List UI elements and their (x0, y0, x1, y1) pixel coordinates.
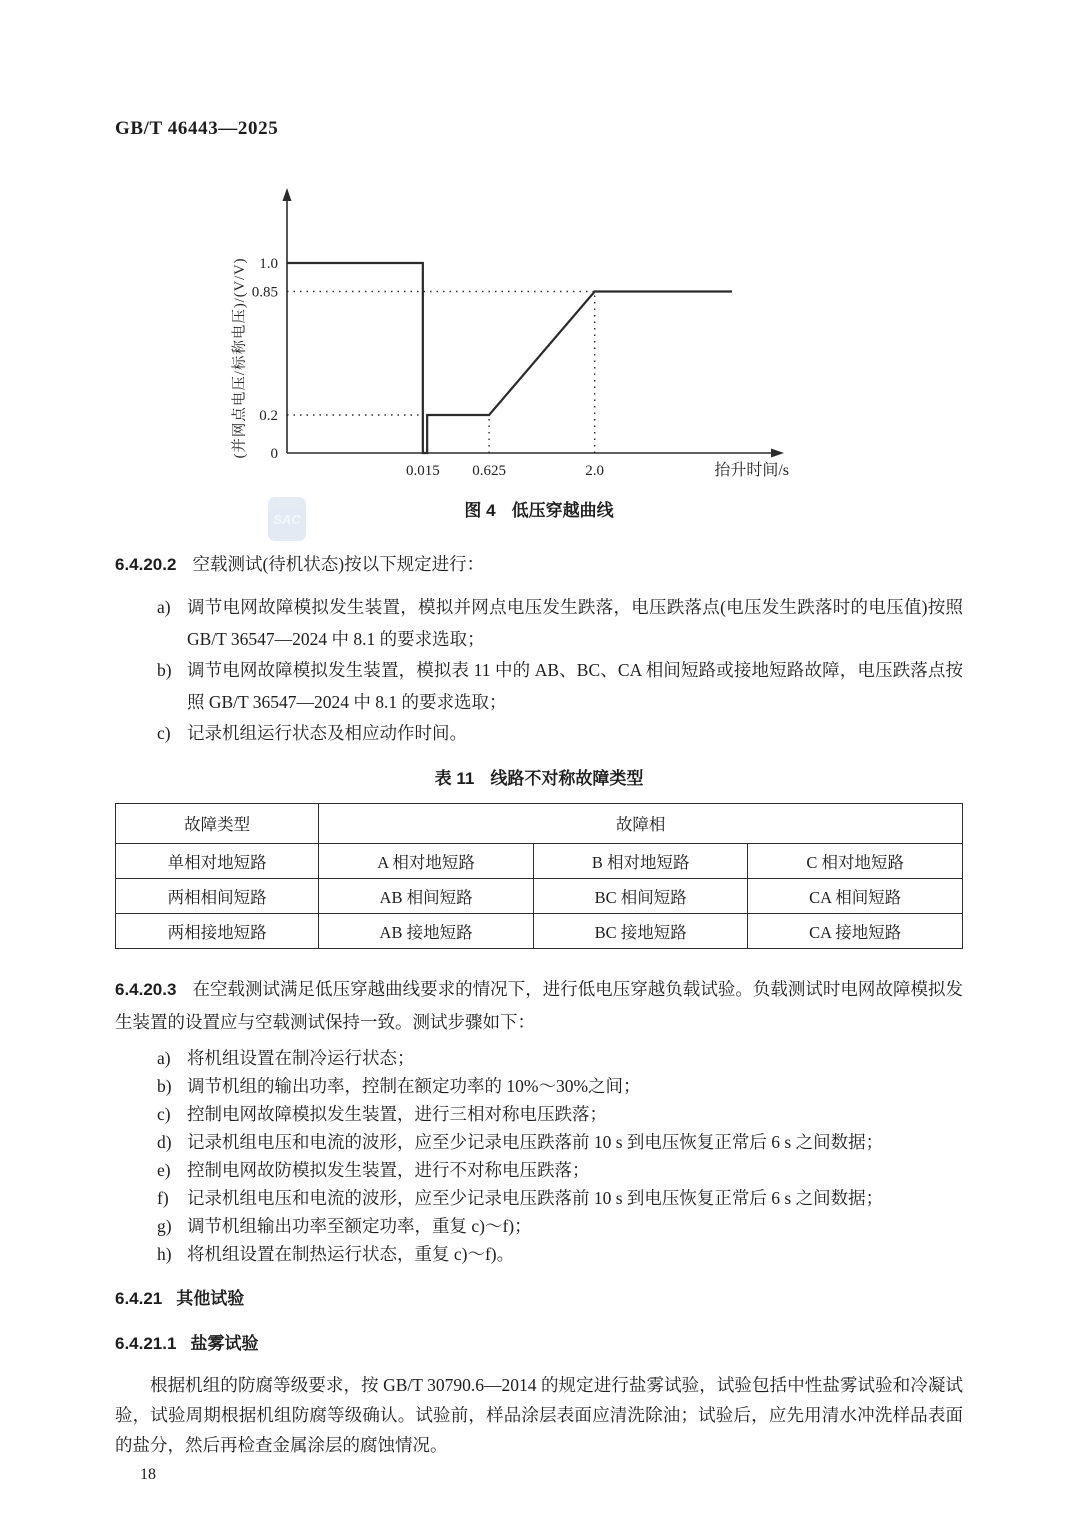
list-item-text: 调节电网故障模拟发生装置，模拟并网点电压发生跌落，电压跌落点(电压发生跌落时的电压值)按照 GB/T 36547—2024 中 8.1 的要求选取； (187, 597, 963, 649)
list-item-label: e) (157, 1159, 171, 1180)
table-cell: 两相接地短路 (116, 913, 319, 948)
list-item (115, 718, 963, 750)
list-item-label: d) (157, 1131, 172, 1152)
table-cell: B 相对地短路 (533, 843, 748, 878)
clause-number: 6.4.20.2 (115, 555, 177, 574)
y-axis-arrow (283, 188, 292, 201)
y-axis-label: (并网点电压/标称电压)/(V/V) (232, 257, 248, 459)
table-cell: 两相相间短路 (116, 878, 319, 913)
list-item-text: 记录机组电压和电流的波形，应至少记录电压跌落前 10 s 到电压恢复正常后 6 s 之间数据； (187, 1131, 884, 1152)
list-item-text: 记录机组电压和电流的波形，应至少记录电压跌落前 10 s 到电压恢复正常后 6 s 之间数据； (187, 1187, 884, 1208)
table-cell: A 相对地短路 (319, 843, 534, 878)
lvrt-chart-svg (227, 183, 812, 483)
table-row (116, 913, 963, 948)
table-number: 表 11 (434, 768, 475, 788)
heading-title: 其他试验 (176, 1288, 245, 1308)
list-item (115, 1184, 963, 1212)
heading-6-4-21-1 (115, 1329, 963, 1354)
list-item (115, 655, 963, 718)
list-item (115, 592, 963, 655)
list-item-text: 控制电网故障模拟发生装置，进行三相对称电压跌落； (187, 1103, 607, 1124)
figure-4-chart (227, 183, 812, 488)
list-item-label: a) (157, 1047, 171, 1068)
figure-number: 图 4 (464, 501, 496, 520)
page-content (115, 118, 963, 1484)
heading-number: 6.4.21.1 (115, 1333, 177, 1353)
clause-6-4-20-3 (115, 973, 963, 1038)
list-item-text: 将机组设置在制热运行状态，重复 c)～f)。 (187, 1243, 515, 1264)
list-item (115, 1100, 963, 1128)
clause-6-4-20-2-items (115, 592, 963, 750)
list-item-text: 将机组设置在制冷运行状态； (187, 1047, 415, 1068)
fault-type-table (115, 803, 963, 949)
x-axis-label: 抬升时间/s (714, 462, 789, 479)
table-cell: 单相对地短路 (116, 843, 319, 878)
sac-watermark: SAC (268, 497, 306, 541)
y-tick-label: 1.0 (259, 256, 278, 272)
clause-number: 6.4.20.3 (115, 979, 177, 999)
list-item (115, 1128, 963, 1156)
table-cell: AB 相间短路 (319, 878, 534, 913)
list-item-label: c) (157, 723, 171, 743)
table-header-row (116, 803, 963, 843)
y-tick-label: 0 (270, 446, 278, 462)
table-title: 线路不对称故障类型 (490, 768, 644, 788)
document-number-header: GB/T 46443—2025 (115, 118, 279, 139)
list-item (115, 1072, 963, 1100)
list-item-text: 调节电网故障模拟发生装置，模拟表 11 中的 AB、BC、CA 相间短路或接地短路故障，电压跌落点按照 GB/T 36547—2024 中 8.1 的要求选取； (187, 660, 963, 712)
clause-6-4-20-2 (115, 548, 963, 581)
list-item-label: a) (157, 597, 171, 617)
y-tick-label: 0.2 (259, 408, 278, 424)
list-item-text: 记录机组运行状态及相应动作时间。 (187, 723, 467, 743)
list-item-label: f) (157, 1187, 169, 1208)
heading-6-4-21 (115, 1284, 963, 1309)
x-tick-label: 0.015 (405, 463, 440, 479)
list-item-label: h) (157, 1243, 172, 1264)
list-item-label: b) (157, 1075, 172, 1096)
list-item (115, 1240, 963, 1268)
list-item (115, 1156, 963, 1184)
table-header-fault-phase: 故障相 (319, 803, 963, 843)
table-cell: C 相对地短路 (748, 843, 963, 878)
clause-intro-text: 在空载测试满足低压穿越曲线要求的情况下，进行低电压穿越负载试验。负载测试时电网故障模拟发生装置的设置应与空载测试保持一致。测试步骤如下： (115, 978, 963, 1032)
table-cell: BC 相间短路 (533, 878, 748, 913)
figure-caption (115, 496, 963, 521)
list-item-text: 调节机组输出功率至额定功率，重复 c)～f)； (187, 1215, 532, 1236)
salt-spray-paragraph: 根据机组的防腐等级要求，按 GB/T 30790.6—2014 的规定进行盐雾试验，试验包括中性盐雾试验和冷凝试验，试验周期根据机组防腐等级确认。试验前，样品涂层表面应清洗除油；试验后，应先用清水冲洗样品表面的盐分，然后再检查金属涂层的腐蚀情况。 (115, 1374, 963, 1455)
list-item-text: 调节机组的输出功率，控制在额定功率的 10%～30%之间； (187, 1075, 641, 1096)
clause-intro-text: 空载测试(待机状态)按以下规定进行： (192, 554, 485, 574)
list-item-text: 控制电网故防模拟发生装置，进行不对称电压跌落； (187, 1159, 590, 1180)
x-axis-arrow (771, 449, 784, 458)
table-row (116, 843, 963, 878)
table-cell: BC 接地短路 (533, 913, 748, 948)
figure-title: 低压穿越曲线 (511, 501, 614, 520)
list-item (115, 1044, 963, 1072)
y-tick-label: 0.85 (251, 284, 278, 301)
x-tick-label: 0.625 (472, 463, 506, 479)
x-tick-label: 2.0 (585, 463, 605, 479)
table-row (116, 878, 963, 913)
table-cell: AB 接地短路 (319, 913, 534, 948)
table-header-fault-type: 故障类型 (116, 803, 319, 843)
table-caption (115, 764, 963, 789)
page-number: 18 (140, 1465, 156, 1483)
table-cell: CA 接地短路 (748, 913, 963, 948)
list-item-label: b) (157, 660, 172, 680)
heading-title: 盐雾试验 (190, 1333, 259, 1353)
list-item (115, 1212, 963, 1240)
list-item-label: g) (157, 1215, 172, 1236)
clause-6-4-20-3-items (115, 1044, 963, 1268)
table-cell: CA 相间短路 (748, 878, 963, 913)
heading-number: 6.4.21 (115, 1288, 163, 1308)
list-item-label: c) (157, 1103, 171, 1124)
